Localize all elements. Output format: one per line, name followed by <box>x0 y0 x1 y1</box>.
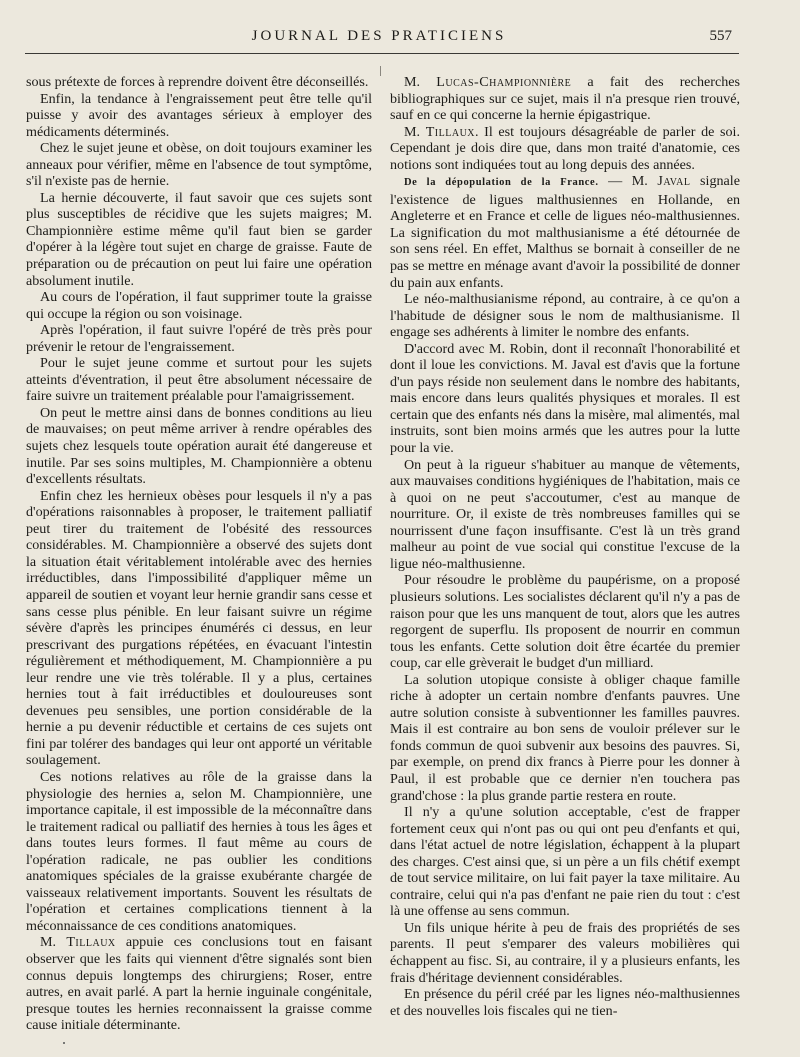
paragraph-text: signale l'existence de ligues malthusiennes en Hollande, en Angleterre et en France et celle de ligues néo-malthusiennes. La signification du mot malthusianisme a été détournée de son sens réel. En effet, Malthus se bornait à conseiller de ne pas se mettre en ménage avant d'avoir la possibilité de donner du pain aux enfants. <box>390 173 740 291</box>
author-name: Lucas-Championnière <box>436 74 572 90</box>
section-rubric: De la dépopulation de la France. <box>404 177 599 189</box>
paragraph: On peut à la rigueur s'habituer au manque de vêtements, aux mauvaises conditions hygiéniques de l'habitation, mais ce à quoi on ne peut s'accoutumer, c'est au manque de nourriture. Or, il existe de très nombreuses familles qui se nourrissent d'une façon insuffisante. C'est là un très grand malheur au point de vue social qui constitue l'excuse de la ligue néo-malthusienne. <box>390 456 740 572</box>
paragraph: Ces notions relatives au rôle de la graisse dans la physiologie des hernies a, selon M. Championnière, une importance capitale, il est impossible de la méconnaître dans le traitement radical ou palliatif des hernies à tous les âges et dans toutes leurs formes. Il faut même au cours de l'opération radicale, ne pas oublier les conditions anatomiques spéciales de la graisse exubérante chargée de vaisseaux relativement importants. Souvent les résultats de l'opération et certaines complications tiennent à la méconnaissance de ces conditions anatomiques. <box>26 768 372 934</box>
right-column <box>390 74 740 1019</box>
paragraph: On peut le mettre ainsi dans de bonnes conditions au lieu de mauvaises; on peut même arriver à rendre opérables des sujets chez lesquels toute opération aurait été dangereuse et inutile. Par ses soins multiples, M. Championnière a obtenu d'excellents résultats. <box>26 404 372 488</box>
paragraph: Après l'opération, il faut suivre l'opéré de très près pour prévenir le retour de l'engraissement. <box>26 322 372 355</box>
left-column <box>26 74 372 1034</box>
paragraph-text: . Il est toujours désagréable de parler de soi. Cependant je dois dire que, dans mon traité d'anatomie, ces notions sont indiquées tout au long depuis des années. <box>390 123 740 173</box>
paragraph: Enfin chez les hernieux obèses pour lesquels il n'y a pas d'opérations raisonnables à proposer, le traitement palliatif peut tirer du traitement de l'obésité des ressources considérables. M. Championnière a observé des sujets dont la situation était véritablement intolérable avec des hernies irréductibles, dans l'impossibilité d'appliquer même un appareil de soutien et voyant leur hernie grandir sans cesse et sans cesse plus pénible. En leur faisant suivre un régime sévère d'après les principes énumérés ci dessus, en leur prescrivant des purgations répétées, en évacuant l'intestin régulièrement et méthodiquement, M. Championnière a pu leur rendre une vie très tolérable. Il y a plus, certaines hernies tout à fait irréductibles et douloureuses sont devenues peu sensibles, une portion considérable de la hernie a pu devenir réductible et certains de ces sujets ont fini par tolérer des bandages qui leur ont apporté un véritable soulagement. <box>26 487 372 769</box>
paragraph: Au cours de l'opération, il faut supprimer toute la graisse qui occupe la région ou son voisinage. <box>26 289 372 322</box>
paragraph-continuation: sous prétexte de forces à reprendre doivent être déconseillés. <box>26 74 369 90</box>
paragraph-tillaux <box>26 934 372 1033</box>
paragraph-tillaux <box>390 124 740 174</box>
paragraph: Il n'y a qu'une solution acceptable, c'est de frapper fortement ceux qui n'ont pas ou qui ont peu d'enfants et qui, dans l'état actuel de notre législation, échappent à la plupart des charges. C'est ainsi que, si un père a un fils chétif exempt de tout service militaire, on lui fait payer la taxe militaire. Au contraire, celui qui n'a pas d'enfant ne paie rien du tout : c'est là une offense au sens commun. <box>390 804 740 920</box>
paragraph-text: appuie ces conclusions tout en faisant observer que les faits qui viennent d'être signalés sont bien connus depuis longtemps des chirurgiens; Roser, entre autres, en avait parlé. A part la hernie inguinale congénitale, presque toutes les hernies reconnaissent la graisse comme cause initiale déterminante. <box>26 934 372 1034</box>
author-name: Tillaux <box>425 123 476 140</box>
paragraph: D'accord avec M. Robin, dont il reconnaît l'honorabilité et dont il loue les convictions. M. Javal est d'avis que la fortune d'un pays réside non seulement dans le nombre des habitants, mais encore dans leurs qualités physiques et morales. Il est certain que des enfants nés dans la misère, mal alimentés, mal instruits, sont bien moins armés que les autres pour la lutte pour la vie. <box>390 340 740 457</box>
paragraph-text: a fait des recherches bibliographiques sur ce sujet, mais il n'a presque rien trouvé, sauf en ce qui concerne la hernie épigastrique. <box>390 74 740 124</box>
print-speck <box>63 1042 65 1044</box>
dash: — M. <box>598 173 658 190</box>
running-header <box>28 28 730 50</box>
paragraph: Un fils unique hérite à peu de frais des propriétés de ses parents. Il peut s'emparer des valeurs mobilières qui échappent au fisc. Si, au contraire, il y a plusieurs enfants, les frais d'héritage deviennent considérables. <box>390 919 740 986</box>
author-name: Javal <box>657 173 691 190</box>
prefix: M. <box>40 934 67 951</box>
author-name: Tillaux <box>66 934 116 951</box>
paragraph-depopulation <box>390 173 740 291</box>
paragraph: Le néo-malthusianisme répond, au contraire, à ce qu'on a l'habitude de désigner sous le nom de malthusianisme. Il engage ses adhérents à limiter le nombre des enfants. <box>390 291 740 341</box>
paragraph-lucas <box>390 74 740 124</box>
paragraph: Pour résoudre le problème du paupérisme, on a proposé plusieurs solutions. Les socialistes déclarent qu'il n'y a pas de raison pour que les uns manquent de tout, alors que les autres regorgent de superflu. Ils proposent de nourrir en commun tous les enfants. Cette solution doit être écartée du premier coup, car elle grèverait le budget d'un milliard. <box>390 572 740 672</box>
header-rule <box>25 53 739 54</box>
paragraph: En présence du péril créé par les lignes néo-malthusiennes et des nouvelles lois fiscales qui ne tien- <box>390 986 740 1019</box>
prefix: M. <box>404 74 437 90</box>
page-number: 557 <box>709 28 732 44</box>
paragraph: Chez le sujet jeune et obèse, on doit toujours examiner les anneaux pour vérifier, même en l'absence de tout symptôme, s'il n'existe pas de hernie. <box>26 140 372 190</box>
paragraph: Pour le sujet jeune comme et surtout pour les sujets atteints d'éventration, il peut être absolument nécessaire de faire suivre un traitement préalable pour l'amaigrissement. <box>26 355 372 405</box>
paragraph: Enfin, la tendance à l'engraissement peut être telle qu'il puisse y avoir des avantages sérieux à employer des médicaments déterminés. <box>26 90 372 140</box>
prefix: M. <box>404 123 426 140</box>
paragraph: La solution utopique consiste à obliger chaque famille riche à adopter un certain nombre d'enfants pauvres. Une autre solution consiste à subventionner les familles pauvres. Mais il est contraire au bon sens de vouloir prélever sur le fonds commun de quoi subvenir aux besoins des pauvres. Si, par exemple, on prend dix francs à Pierre pour les donner à Paul, il est probable que ce dernier n'en touchera pas grand'chose : la plus grande partie restera en route. <box>390 671 740 804</box>
column-divider-mark <box>380 66 381 76</box>
journal-title: JOURNAL DES PRATICIENS <box>251 28 507 44</box>
paragraph: La hernie découverte, il faut savoir que ces sujets sont plus susceptibles de récidive que les sujets maigres; M. Championnière estime même qu'il faut bien se garder d'opérer à la légère tout sujet en charge de graisse. Faute de préparation ou de précaution on peut lui faire une opération absolument inutile. <box>26 189 372 289</box>
